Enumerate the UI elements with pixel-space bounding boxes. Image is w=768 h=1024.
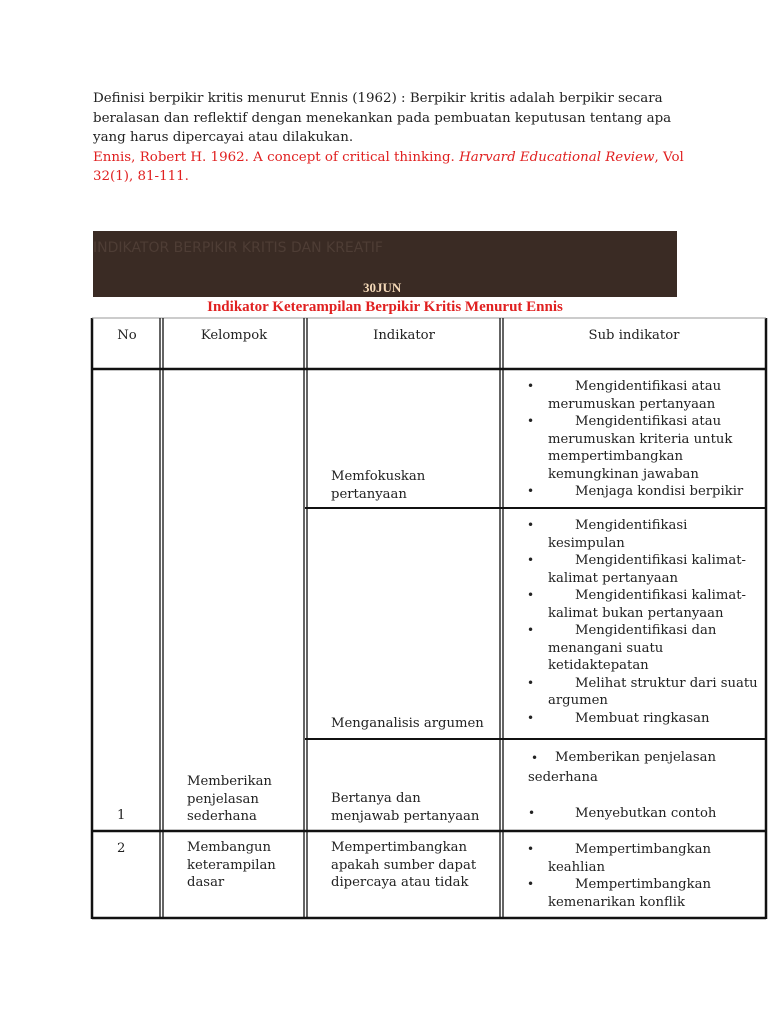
- row-number: 1: [117, 808, 126, 823]
- sub-item: • Mempertimbangkan kemenarikan konflik: [527, 877, 711, 910]
- sub-item: • Membuat ringkasan: [527, 710, 710, 726]
- bullet-icon: •: [527, 379, 535, 393]
- bullet-icon: •: [527, 877, 535, 891]
- indikator-cell: Memfokuskan pertanyaan: [331, 469, 426, 502]
- header-kelompok: Kelompok: [200, 328, 268, 343]
- sub-item: • Menjaga kondisi berpikir: [527, 484, 744, 499]
- sub-item: • Mengidentifikasi dan menangani suatu ketidaktepatan: [527, 623, 717, 673]
- bullet-icon: •: [527, 842, 535, 856]
- banner-date: 30JUN: [363, 280, 402, 295]
- kelompok-cell: Membangun keterampilan dasar: [187, 840, 276, 890]
- bullet-icon: •: [531, 751, 539, 765]
- sub-item: • Mempertimbangkan keahlian: [527, 842, 711, 875]
- indikator-cell: Mempertimbangkan apakah sumber dapat dipercaya atau tidak: [331, 840, 477, 890]
- sub-item: • Mengidentifikasi kalimat-kalimat pertanyaan: [527, 553, 746, 586]
- indikator-cell: Bertanya dan menjawab pertanyaan: [331, 791, 480, 824]
- bullet-icon: •: [528, 806, 536, 820]
- sub-item: • Mengidentifikasi kalimat-kalimat bukan pertanyaan: [527, 588, 746, 621]
- header-indikator: Indikator: [373, 328, 435, 343]
- bullet-icon: •: [527, 484, 535, 498]
- reference-journal: Harvard Educational Review: [459, 149, 655, 165]
- bullet-icon: •: [527, 518, 535, 532]
- sub-item: • Menyebutkan contoh: [528, 806, 717, 821]
- sub-indikator-list: [528, 748, 758, 823]
- reference-tail: , Vol 32(1), 81-111.: [93, 149, 684, 184]
- sub-item: • Mengidentifikasi atau merumuskan pertanyaan: [527, 379, 722, 412]
- indikator-cell: Menganalisis argumen: [331, 716, 484, 731]
- sub-indikator-list: [527, 517, 758, 727]
- bullet-icon: •: [527, 710, 535, 725]
- sub-item: • Mengidentifikasi atau merumuskan kriteria untuk mempertimbangkan kemungkinan jawaban: [527, 414, 733, 482]
- definition-paragraph: Definisi berpikir kritis menurut Ennis (1962) : Berpikir kritis adalah berpikir secara beralasan dan reflektif dengan menekankan pada pembuatan keputusan tentang apa yang harus dipercayai atau dilakukan.: [93, 91, 672, 145]
- sub-indikator-list: [527, 841, 758, 911]
- bullet-icon: •: [527, 623, 535, 637]
- reference-plain: Ennis, Robert H. 1962. A concept of critical thinking.: [93, 149, 460, 165]
- header-sub-indikator: Sub indikator: [588, 328, 680, 343]
- banner-title: INDIKATOR BERPIKIR KRITIS DAN KREATIF: [93, 240, 383, 256]
- bullet-icon: •: [527, 414, 535, 428]
- sub-indikator-list: [527, 378, 758, 501]
- table-title: Indikator Keterampilan Berpikir Kritis Menurut Ennis: [207, 299, 563, 315]
- sub-item: • Mengidentifikasi kesimpulan: [527, 518, 688, 551]
- bullet-icon: •: [527, 553, 535, 567]
- sub-item: • Memberikan penjelasan sederhana: [528, 750, 716, 785]
- header-no: No: [117, 328, 137, 343]
- kelompok-cell: Memberikan penjelasan sederhana: [187, 774, 272, 824]
- bullet-icon: •: [527, 588, 535, 602]
- row-number: 2: [117, 841, 126, 856]
- bullet-icon: •: [527, 675, 535, 690]
- sub-item: • Melihat struktur dari suatu argumen: [527, 675, 758, 708]
